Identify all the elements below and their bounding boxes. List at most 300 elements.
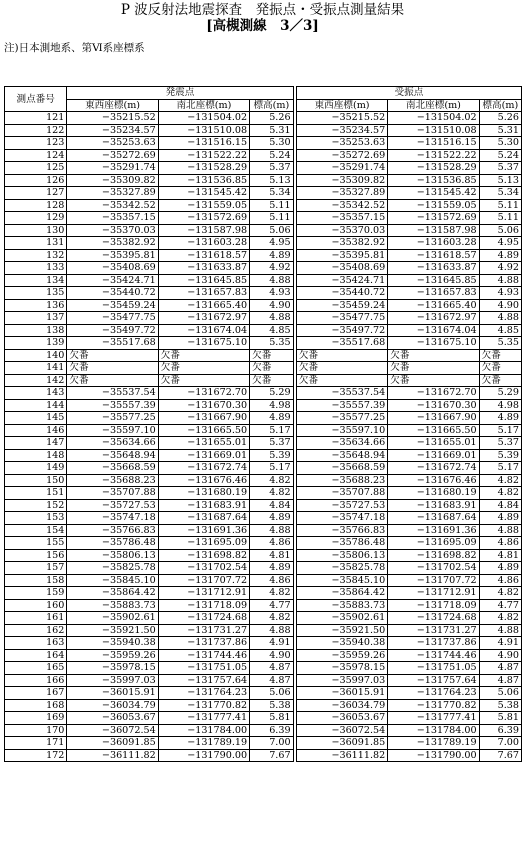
source-northing-cell: −131516.15 [158,137,249,150]
receiver-northing-cell: −131731.27 [388,624,479,637]
table-row [5,387,522,400]
source-northing-cell: −131770.82 [158,699,249,712]
point-number-cell: 170 [5,724,67,737]
point-number-cell: 135 [5,287,67,300]
source-elevation-cell: 4.84 [250,499,293,512]
table-row [5,374,522,387]
source-northing-cell: −131712.91 [158,587,249,600]
point-number-cell: 133 [5,262,67,275]
receiver-northing-cell: −131618.57 [388,249,479,262]
table-row [5,487,522,500]
table-row [5,299,522,312]
receiver-easting-cell: −36091.85 [296,737,387,750]
source-elevation-cell: 4.82 [250,474,293,487]
source-easting-cell: −35766.83 [67,524,158,537]
point-number-cell: 131 [5,237,67,250]
receiver-easting-cell: −35864.42 [296,587,387,600]
receiver-easting-cell: −36111.82 [296,749,387,762]
receiver-elevation-cell: 5.30 [479,137,521,150]
source-easting-cell: −35272.69 [67,149,158,162]
receiver-elevation-cell: 5.11 [479,212,521,225]
receiver-easting-cell: −35883.73 [296,599,387,612]
receiver-northing-cell: −131559.05 [388,199,479,212]
point-number-cell: 137 [5,312,67,325]
table-row [5,599,522,612]
source-elevation-cell: 5.06 [250,224,293,237]
source-easting-cell: −35978.15 [67,662,158,675]
receiver-easting-cell: −35959.26 [296,649,387,662]
source-elevation-cell: 5.13 [250,174,293,187]
receiver-elevation-cell: 4.93 [479,287,521,300]
receiver-northing-cell: −131603.28 [388,237,479,250]
source-easting-cell: −35459.24 [67,299,158,312]
source-northing-cell: −131751.05 [158,662,249,675]
point-number-cell: 161 [5,612,67,625]
table-row [5,549,522,562]
source-northing-cell: −131504.02 [158,112,249,125]
receiver-easting-cell: −35408.69 [296,262,387,275]
receiver-elevation-cell-missing: 欠番 [479,349,521,362]
receiver-elevation-cell: 4.82 [479,474,521,487]
receiver-easting-cell: −35327.89 [296,187,387,200]
source-elevation-cell: 4.95 [250,237,293,250]
source-easting-cell: −35959.26 [67,649,158,662]
point-number-cell: 145 [5,412,67,425]
point-number-cell: 136 [5,299,67,312]
source-northing-cell: −131655.01 [158,437,249,450]
source-northing-cell: −131674.04 [158,324,249,337]
point-number-cell: 123 [5,137,67,150]
source-easting-cell: −35309.82 [67,174,158,187]
source-northing-cell-missing: 欠番 [158,374,249,387]
receiver-northing-cell: −131670.30 [388,399,479,412]
table-row [5,424,522,437]
point-number-cell: 162 [5,624,67,637]
source-easting-cell: −35707.88 [67,487,158,500]
receiver-northing-cell: −131516.15 [388,137,479,150]
source-elevation-cell: 4.91 [250,637,293,650]
receiver-northing-cell: −131770.82 [388,699,479,712]
source-elevation-cell: 4.82 [250,587,293,600]
source-elevation-cell: 4.87 [250,674,293,687]
receiver-easting-cell: −35459.24 [296,299,387,312]
point-number-cell: 154 [5,524,67,537]
receiver-elevation-cell: 5.06 [479,687,521,700]
table-row [5,362,522,375]
receiver-northing-cell-missing: 欠番 [388,362,479,375]
receiver-elevation-cell: 5.37 [479,162,521,175]
source-elevation-cell: 4.87 [250,662,293,675]
receiver-elevation-cell: 4.88 [479,624,521,637]
source-northing-cell: −131559.05 [158,199,249,212]
source-elevation-cell: 4.90 [250,299,293,312]
receiver-easting-cell: −35557.39 [296,399,387,412]
receiver-easting-cell: −35727.53 [296,499,387,512]
source-elevation-cell: 5.17 [250,462,293,475]
point-number-cell: 142 [5,374,67,387]
source-point-header: 発震点 [67,87,293,100]
source-northing-cell: −131675.10 [158,337,249,350]
table-row [5,412,522,425]
table-header-row-columns [5,99,522,112]
source-easting-cell: −36091.85 [67,737,158,750]
receiver-northing-cell: −131669.01 [388,449,479,462]
receiver-northing-cell: −131680.19 [388,487,479,500]
page-subtitle: [高槻測線 3／3] [206,18,319,34]
point-number-cell: 146 [5,424,67,437]
source-northing-cell: −131510.08 [158,124,249,137]
point-number-cell: 168 [5,699,67,712]
source-northing-cell: −131572.69 [158,212,249,225]
receiver-easting-cell: −35370.03 [296,224,387,237]
receiver-elevation-cell-missing: 欠番 [479,374,521,387]
receiver-elevation-cell: 5.24 [479,149,521,162]
source-easting-cell: −35747.18 [67,512,158,525]
source-northing-cell: −131698.82 [158,549,249,562]
source-northing-cell: −131672.74 [158,462,249,475]
table-row [5,274,522,287]
receiver-easting-cell: −35825.78 [296,562,387,575]
table-row [5,624,522,637]
receiver-easting-cell: −35634.66 [296,437,387,450]
table-row [5,499,522,512]
point-number-cell: 139 [5,337,67,350]
point-number-cell: 156 [5,549,67,562]
receiver-northing-cell: −131691.36 [388,524,479,537]
receiver-elevation-cell: 5.81 [479,712,521,725]
source-northing-cell: −131691.36 [158,524,249,537]
point-number-cell: 125 [5,162,67,175]
point-number-cell: 140 [5,349,67,362]
source-elevation-cell: 6.39 [250,724,293,737]
point-number-cell: 163 [5,637,67,650]
source-easting-cell: −35408.69 [67,262,158,275]
receiver-elevation-cell: 4.89 [479,512,521,525]
source-northing-cell: −131672.70 [158,387,249,400]
table-row [5,537,522,550]
table-row [5,674,522,687]
source-elevation-cell: 4.98 [250,399,293,412]
table-row [5,437,522,450]
receiver-northing-cell: −131667.90 [388,412,479,425]
receiver-elevation-cell: 5.17 [479,424,521,437]
source-northing-cell: −131790.00 [158,749,249,762]
receiver-easting-cell: −35668.59 [296,462,387,475]
source-northing-cell: −131522.22 [158,149,249,162]
source-elevation-cell: 5.26 [250,112,293,125]
receiver-elevation-cell: 5.35 [479,337,521,350]
source-easting-cell-missing: 欠番 [67,362,158,375]
receiver-easting-cell: −35747.18 [296,512,387,525]
table-row [5,249,522,262]
source-elevation-cell: 5.37 [250,437,293,450]
source-easting-cell: −35883.73 [67,599,158,612]
receiver-easting-cell: −35395.81 [296,249,387,262]
point-number-cell: 121 [5,112,67,125]
source-elevation-cell: 4.77 [250,599,293,612]
receiver-elevation-cell: 4.82 [479,587,521,600]
source-easting-header: 東西座標(m) [67,99,158,112]
table-row [5,124,522,137]
table-row [5,287,522,300]
source-easting-cell: −35825.78 [67,562,158,575]
receiver-easting-cell: −36034.79 [296,699,387,712]
receiver-northing-cell: −131683.91 [388,499,479,512]
receiver-easting-cell: −35234.57 [296,124,387,137]
receiver-easting-cell: −35940.38 [296,637,387,650]
point-number-cell: 130 [5,224,67,237]
source-easting-cell: −35517.68 [67,337,158,350]
point-number-cell: 143 [5,387,67,400]
source-elevation-cell: 4.89 [250,412,293,425]
source-easting-cell: −35342.52 [67,199,158,212]
receiver-elevation-cell: 4.87 [479,674,521,687]
receiver-northing-cell: −131675.10 [388,337,479,350]
receiver-easting-header: 東西座標(m) [296,99,387,112]
source-elevation-cell-missing: 欠番 [250,374,293,387]
source-easting-cell: −35497.72 [67,324,158,337]
source-elevation-cell: 7.67 [250,749,293,762]
point-number-cell: 126 [5,174,67,187]
source-easting-cell: −35727.53 [67,499,158,512]
source-elevation-cell-missing: 欠番 [250,349,293,362]
receiver-elevation-cell: 4.86 [479,537,521,550]
receiver-elevation-cell: 4.81 [479,549,521,562]
source-northing-cell: −131718.09 [158,599,249,612]
receiver-northing-cell-missing: 欠番 [388,349,479,362]
receiver-northing-cell: −131712.91 [388,587,479,600]
receiver-easting-cell: −35978.15 [296,662,387,675]
point-number-cell: 166 [5,674,67,687]
table-header-row-groups [5,87,522,100]
receiver-northing-cell: −131633.87 [388,262,479,275]
receiver-northing-cell: −131790.00 [388,749,479,762]
receiver-northing-cell: −131545.42 [388,187,479,200]
table-row [5,612,522,625]
source-northing-cell: −131789.19 [158,737,249,750]
receiver-easting-cell: −36072.54 [296,724,387,737]
source-easting-cell: −35477.75 [67,312,158,325]
receiver-easting-cell: −35253.63 [296,137,387,150]
table-row [5,149,522,162]
receiver-elevation-cell: 5.13 [479,174,521,187]
source-elevation-cell: 4.88 [250,524,293,537]
table-row [5,162,522,175]
receiver-northing-cell: −131674.04 [388,324,479,337]
receiver-elevation-cell: 4.92 [479,262,521,275]
source-elevation-cell: 4.86 [250,574,293,587]
source-elevation-cell: 5.37 [250,162,293,175]
source-easting-cell: −35382.92 [67,237,158,250]
table-row [5,512,522,525]
source-elevation-cell: 4.92 [250,262,293,275]
source-northing-header: 南北座標(m) [158,99,249,112]
table-row [5,574,522,587]
source-easting-cell: −35370.03 [67,224,158,237]
table-row [5,449,522,462]
source-northing-cell: −131676.46 [158,474,249,487]
receiver-elevation-cell: 4.90 [479,649,521,662]
receiver-northing-cell: −131522.22 [388,149,479,162]
source-easting-cell: −35291.74 [67,162,158,175]
receiver-elevation-cell: 7.67 [479,749,521,762]
receiver-elevation-header: 標高(m) [479,99,521,112]
source-easting-cell: −35557.39 [67,399,158,412]
table-row [5,462,522,475]
source-easting-cell: −35357.15 [67,212,158,225]
receiver-easting-cell: −35577.25 [296,412,387,425]
receiver-northing-cell: −131645.85 [388,274,479,287]
receiver-easting-cell: −35921.50 [296,624,387,637]
receiver-easting-cell: −35766.83 [296,524,387,537]
survey-results-table [4,86,522,762]
point-number-cell: 155 [5,537,67,550]
point-number-cell: 157 [5,562,67,575]
source-easting-cell: −35902.61 [67,612,158,625]
source-easting-cell: −35940.38 [67,637,158,650]
point-number-cell: 158 [5,574,67,587]
source-northing-cell: −131777.41 [158,712,249,725]
receiver-easting-cell: −35845.10 [296,574,387,587]
source-northing-cell: −131702.54 [158,562,249,575]
source-northing-cell: −131645.85 [158,274,249,287]
receiver-elevation-cell: 4.89 [479,249,521,262]
table-row [5,399,522,412]
source-elevation-cell: 4.88 [250,274,293,287]
receiver-easting-cell: −35342.52 [296,199,387,212]
receiver-northing-cell: −131751.05 [388,662,479,675]
source-elevation-cell: 5.35 [250,337,293,350]
point-number-cell: 150 [5,474,67,487]
receiver-elevation-cell: 4.77 [479,599,521,612]
source-elevation-cell: 7.00 [250,737,293,750]
receiver-northing-cell: −131657.83 [388,287,479,300]
receiver-elevation-cell: 4.82 [479,612,521,625]
source-northing-cell-missing: 欠番 [158,362,249,375]
source-elevation-cell: 4.86 [250,537,293,550]
table-row [5,337,522,350]
source-easting-cell: −35634.66 [67,437,158,450]
receiver-easting-cell-missing: 欠番 [296,374,387,387]
receiver-elevation-cell: 5.11 [479,199,521,212]
receiver-elevation-cell: 4.87 [479,662,521,675]
source-elevation-cell: 5.11 [250,212,293,225]
source-elevation-cell: 5.24 [250,149,293,162]
receiver-northing-cell: −131724.68 [388,612,479,625]
receiver-elevation-cell: 5.39 [479,449,521,462]
receiver-northing-cell: −131757.64 [388,674,479,687]
source-easting-cell: −35648.94 [67,449,158,462]
source-easting-cell: −35234.57 [67,124,158,137]
source-easting-cell: −35597.10 [67,424,158,437]
table-row [5,474,522,487]
source-easting-cell: −35688.23 [67,474,158,487]
source-easting-cell: −35921.50 [67,624,158,637]
point-number-cell: 172 [5,749,67,762]
receiver-elevation-cell: 4.82 [479,487,521,500]
receiver-northing-cell: −131504.02 [388,112,479,125]
source-northing-cell: −131744.46 [158,649,249,662]
point-number-cell: 127 [5,187,67,200]
source-elevation-cell: 5.38 [250,699,293,712]
receiver-northing-cell: −131764.23 [388,687,479,700]
point-number-cell: 129 [5,212,67,225]
receiver-elevation-cell: 4.88 [479,524,521,537]
point-number-cell: 167 [5,687,67,700]
receiver-northing-cell: −131672.74 [388,462,479,475]
table-row [5,349,522,362]
source-easting-cell: −35395.81 [67,249,158,262]
receiver-elevation-cell: 7.00 [479,737,521,750]
point-number-cell: 151 [5,487,67,500]
source-easting-cell: −35577.25 [67,412,158,425]
table-row [5,662,522,675]
receiver-elevation-cell: 4.89 [479,412,521,425]
receiver-northing-cell: −131718.09 [388,599,479,612]
table-body [5,112,522,762]
source-northing-cell: −131680.19 [158,487,249,500]
receiver-northing-cell: −131789.19 [388,737,479,750]
source-northing-cell: −131737.86 [158,637,249,650]
table-row [5,712,522,725]
receiver-easting-cell: −35806.13 [296,549,387,562]
receiver-northing-cell: −131784.00 [388,724,479,737]
receiver-northing-cell: −131707.72 [388,574,479,587]
source-northing-cell-missing: 欠番 [158,349,249,362]
source-easting-cell-missing: 欠番 [67,374,158,387]
receiver-northing-cell: −131672.70 [388,387,479,400]
source-northing-cell: −131669.01 [158,449,249,462]
receiver-elevation-cell: 5.06 [479,224,521,237]
source-easting-cell: −35845.10 [67,574,158,587]
source-easting-cell: −35668.59 [67,462,158,475]
receiver-northing-cell: −131695.09 [388,537,479,550]
receiver-elevation-cell: 6.39 [479,724,521,737]
receiver-northing-cell-missing: 欠番 [388,374,479,387]
receiver-easting-cell: −35382.92 [296,237,387,250]
receiver-elevation-cell: 5.37 [479,437,521,450]
receiver-northing-cell: −131687.64 [388,512,479,525]
source-elevation-cell: 5.06 [250,687,293,700]
source-northing-cell: −131667.90 [158,412,249,425]
point-number-cell: 141 [5,362,67,375]
source-elevation-cell: 4.81 [250,549,293,562]
table-row [5,237,522,250]
source-northing-cell: −131587.98 [158,224,249,237]
source-easting-cell: −35997.03 [67,674,158,687]
receiver-northing-cell: −131702.54 [388,562,479,575]
receiver-elevation-cell: 4.88 [479,312,521,325]
source-elevation-header: 標高(m) [250,99,293,112]
receiver-northing-cell: −131536.85 [388,174,479,187]
source-elevation-cell: 4.88 [250,312,293,325]
source-elevation-cell: 5.17 [250,424,293,437]
source-elevation-cell: 5.11 [250,199,293,212]
receiver-northing-cell: −131665.40 [388,299,479,312]
receiver-easting-cell: −35291.74 [296,162,387,175]
receiver-easting-cell: −35707.88 [296,487,387,500]
source-northing-cell: −131784.00 [158,724,249,737]
table-row [5,137,522,150]
source-easting-cell-missing: 欠番 [67,349,158,362]
receiver-easting-cell: −35497.72 [296,324,387,337]
source-elevation-cell: 4.90 [250,649,293,662]
source-elevation-cell: 4.82 [250,612,293,625]
receiver-northing-cell: −131698.82 [388,549,479,562]
receiver-easting-cell: −35786.48 [296,537,387,550]
receiver-easting-cell: −35309.82 [296,174,387,187]
receiver-elevation-cell: 5.38 [479,699,521,712]
